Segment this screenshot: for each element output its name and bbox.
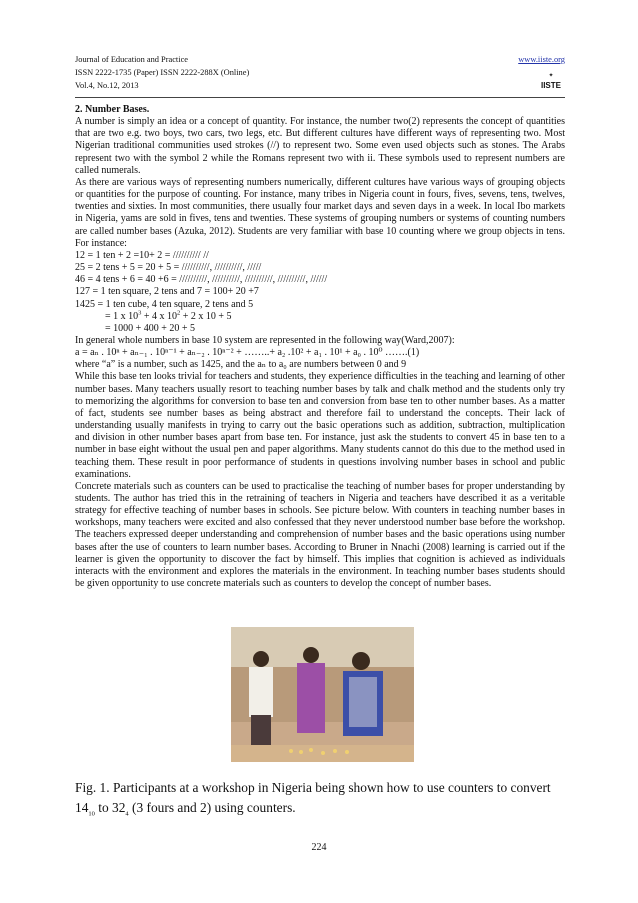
formula-1: a = aₙ . 10ⁿ + aₙ₋₁ . 10ⁿ⁻¹ + aₙ₋₂ . 10ⁿ⁻² + ……..+ a₂ .10² + a₁ . 10¹ + a₀ . 10⁰ …….(1) [75,347,420,359]
logo-text: IISTE [540,81,562,90]
volume-line: Vol.4, No.12, 2013 [75,81,139,90]
page-number: 224 [311,842,327,853]
iiste-logo [537,67,565,91]
paragraph-4: Concrete materials such as counters can be used to practicalise the teaching of number bases for proper understanding by students. The author has tried this in the retraining of teachers in Nigeria and teachers have described it as a veritable strategy for effective teaching of number bases in schools. See picture below. With counters in teaching number bases in workshops, many teachers were excited and also confessed that they never understood number base before the workshop. The teachers expressed deeper understanding and comprehension of number bases and the basic operations using number bases after the use of counters to learn number bases. According to Bruner in Nnachi (2008) learning is carried out if the learner is given the opportunity to discover the fact by himself. This implies that cognition is achieved as individuals interacts with the environment and explores the materials in the environment. In teaching number bases students should be given opportunity to use concrete materials such as counters to develop the concept of number bases. [75,480,565,590]
issn-line: ISSN 2222-1735 (Paper) ISSN 2222-288X (Online) [75,68,250,77]
paragraph-1: A number is simply an idea or a concept of quantity. For instance, the number two(2) represents the concept of quantities that are two e.g. two boys, two cars, two legs, etc. But different cultures have different ways of representing two. Most Nigerian traditional communities used strokes (//) to represent two. Some even used objects such as stones. The Arabs represent two with the symbol 2 while the Romans represent two with ii. These symbols used to represent numbers are called numerals. [75,116,565,176]
example-12: 12 = 1 ten + 2 =10+ 2 = ////////// // [75,249,209,261]
formula-where: where “a” is a number, such as 1425, and the aₙ to a₀ are numbers between 0 and 9 [75,359,407,371]
svg-text:✦: ✦ [548,73,554,79]
paragraph-3: While this base ten looks trivial for teachers and students, they experience difficulties in the teaching and learning of other number bases. Many teachers usually resort to teaching number bases by talk and chalk method and the students only try to memorizing the algorithms for conversion to base ten and conversion from base ten to other number bases. As a matter of fact, students see number bases as being abstract and therefore fail to understand the concepts. Their lack of understanding usually manifests in trying to carry out the basic operations such as addition, subtraction, multiplication and division in other number bases apart from base ten. For instance, just ask the students to convert 45 in base ten to a number in base eight without the usual pen and paper algorithms. Many students cannot do this due to the method used in teaching them. These result in poor performance of students in questions involving number bases in school and public examinations. [75,371,565,480]
example-25: 25 = 2 tens + 5 = 20 + 5 = //////////, //////////, ///// [75,262,262,274]
general-statement: In general whole numbers in base 10 system are represented in the following way(Ward,2007): [75,334,455,346]
example-1425-expansion: = 1 x $10^3 + 4$ x $10^2 + 2$ x 10 + 5 [105,309,232,322]
page-header [75,53,565,92]
example-127: 127 = 1 ten square, 2 tens and 7 = 100+ 20 +7 [75,286,259,298]
journal-title: Journal of Education and Practice [75,55,189,64]
example-46: 46 = 4 tens + 6 = 40 +6 = //////////, //////////, //////////, //////////, ////// [75,274,328,286]
figure-caption: Fig. 1. Participants at a workshop in Nigeria being shown how to use counters to convert $14_{10}$ to $32_4$ (3 fours and 2) using counters. [75,780,551,818]
example-1425-sum: = 1000 + 400 + 20 + 5 [105,322,196,334]
journal-url-link[interactable]: www.iiste.org [518,55,565,64]
section-title: 2. Number Bases. [75,104,150,115]
header-rule [75,97,565,98]
paragraph-2: As there are various ways of representing numbers numerically, different cultures have various ways of grouping objects or quantities for the purpose of counting. For instance, many tribes in Nigeria count in fours, fives, sevens, tens, twelves, twenties and sixties. In most communities, there usually four market days and seven days in a week. In local Ibo markets in Nigeria, yams are sold in fives, tens and twenties. These systems of grouping numbers or systems of counting numbers are called number bases (Azuka, 2012). Students are very familiar with base 10 counting where we group objects in tens. For instance: [75,176,565,249]
workshop-photo [231,627,414,762]
example-1425: 1425 = 1 ten cube, 4 ten square, 2 tens and 5 [75,298,254,310]
main-text [75,104,565,590]
